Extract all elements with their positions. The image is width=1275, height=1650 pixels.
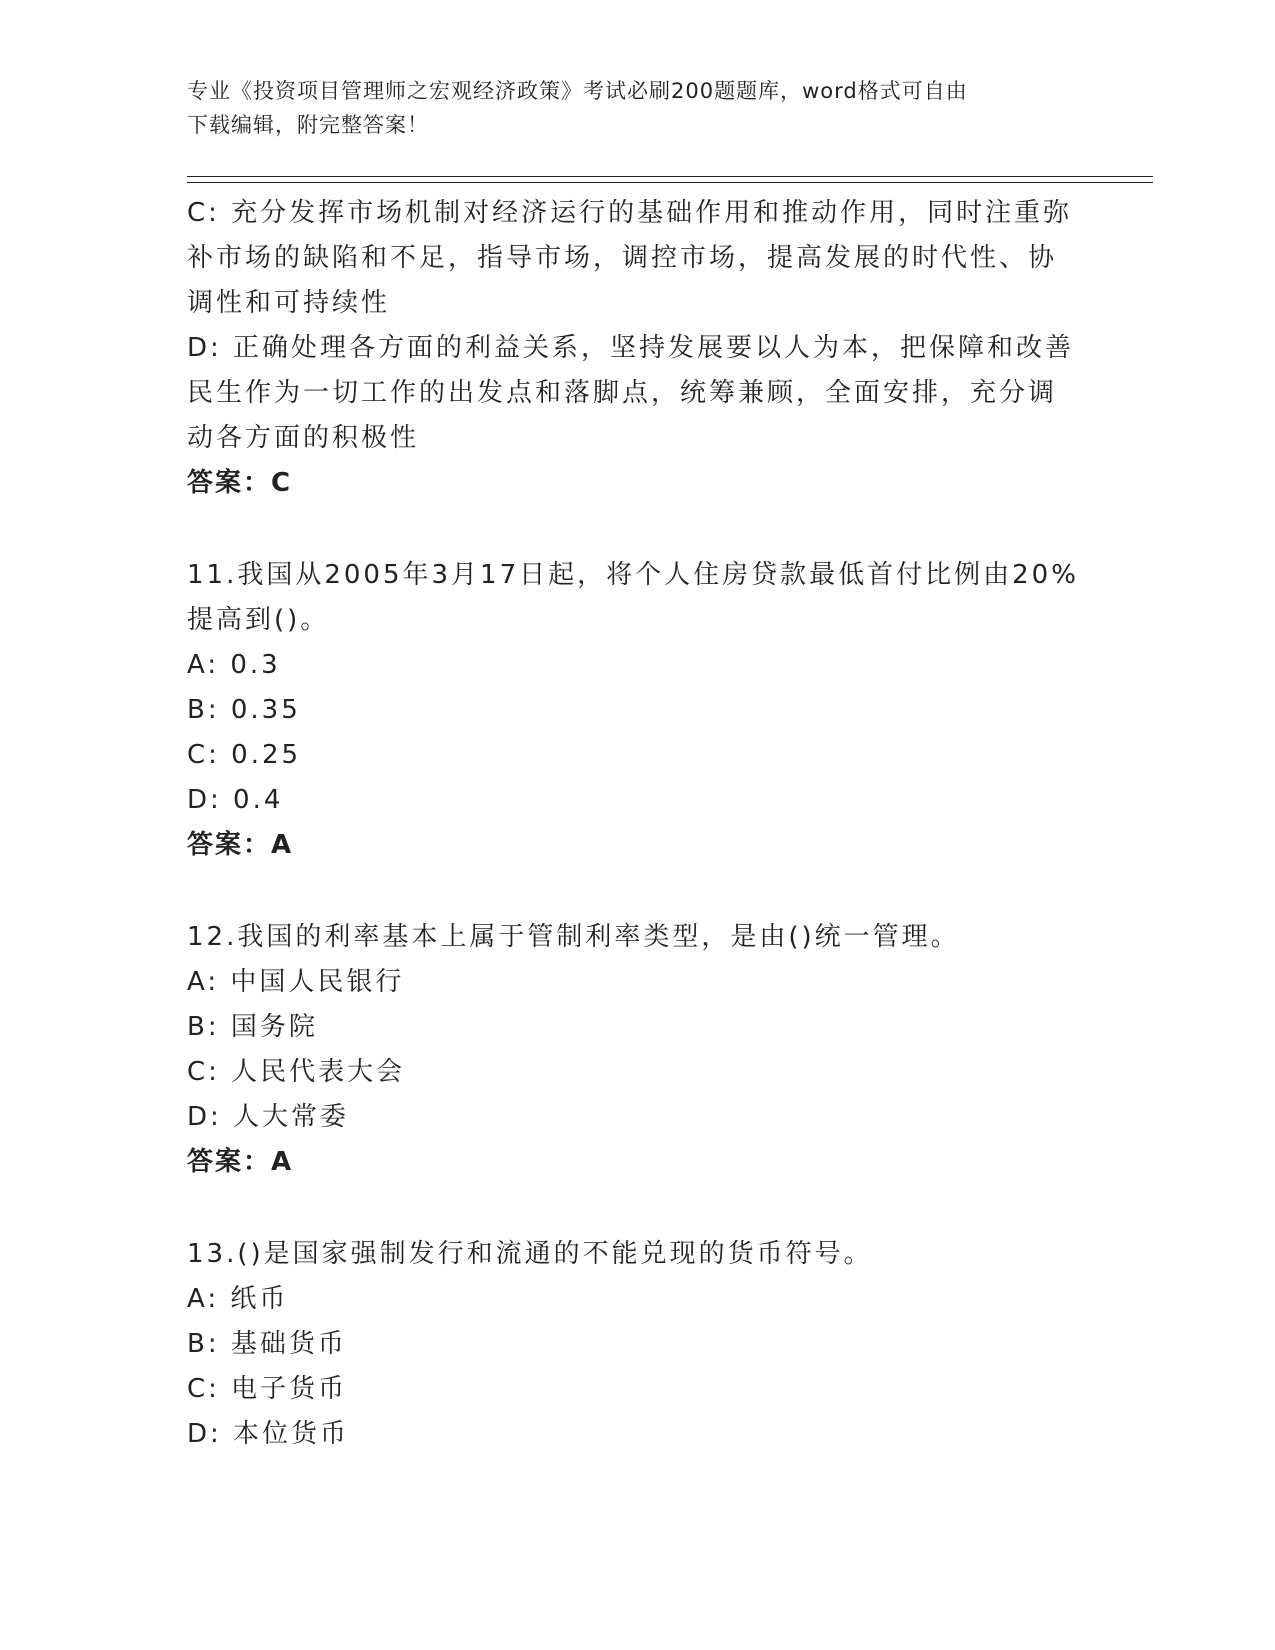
header-divider-top bbox=[187, 176, 1153, 177]
option-b: B: 0.35 bbox=[187, 695, 301, 725]
document-header bbox=[187, 74, 1067, 142]
option-b: B: 国务院 bbox=[187, 1012, 318, 1042]
option-b: B: 基础货币 bbox=[187, 1329, 347, 1359]
answer-line: 答案：A bbox=[187, 830, 294, 860]
question-stem: 13.()是国家强制发行和流通的不能兑现的货币符号。 bbox=[187, 1239, 873, 1269]
option-c: C: 0.25 bbox=[187, 740, 302, 770]
header-line-2: 下载编辑，附完整答案！ bbox=[187, 113, 429, 137]
question-stem: 12.我国的利率基本上属于管制利率类型，是由()统一管理。 bbox=[187, 922, 960, 952]
spacer bbox=[187, 506, 1087, 553]
spacer bbox=[187, 1185, 1087, 1232]
option-line: 调性和可持续性 bbox=[187, 288, 391, 318]
option-line: 动各方面的积极性 bbox=[187, 423, 420, 453]
option-c: C: 人民代表大会 bbox=[187, 1057, 406, 1087]
answer-line: 答案：C bbox=[187, 468, 293, 498]
option-line: 补市场的缺陷和不足，指导市场，调控市场，提高发展的时代性、协 bbox=[187, 243, 1058, 273]
option-d: D: 0.4 bbox=[187, 785, 284, 815]
prev-question-block bbox=[187, 191, 1087, 506]
option-d: D: 本位货币 bbox=[187, 1419, 350, 1449]
option-c: C: 电子货币 bbox=[187, 1374, 348, 1404]
option-d: D: 人大常委 bbox=[187, 1102, 350, 1132]
spacer bbox=[187, 868, 1087, 915]
option-line: C: 充分发挥市场机制对经济运行的基础作用和推动作用，同时注重弥 bbox=[187, 198, 1073, 228]
answer-line: 答案：A bbox=[187, 1147, 294, 1177]
header-divider-bottom bbox=[187, 182, 1153, 183]
option-line: D: 正确处理各方面的利益关系，坚持发展要以人为本，把保障和改善 bbox=[187, 333, 1075, 363]
question-stem: 11.我国从2005年3月17日起，将个人住房贷款最低首付比例由20% bbox=[187, 560, 1079, 590]
question-list bbox=[187, 191, 1087, 1457]
question-11 bbox=[187, 553, 1087, 868]
option-line: 民生作为一切工作的出发点和落脚点，统筹兼顾，全面安排，充分调 bbox=[187, 378, 1058, 408]
question-13 bbox=[187, 1232, 1087, 1457]
option-a: A: 纸币 bbox=[187, 1284, 289, 1314]
option-a: A: 0.3 bbox=[187, 650, 281, 680]
question-12 bbox=[187, 915, 1087, 1185]
question-stem: 提高到()。 bbox=[187, 605, 330, 635]
header-line-1: 专业《投资项目管理师之宏观经济政策》考试必刷200题题库，word格式可自由 bbox=[187, 79, 968, 103]
option-a: A: 中国人民银行 bbox=[187, 967, 405, 997]
